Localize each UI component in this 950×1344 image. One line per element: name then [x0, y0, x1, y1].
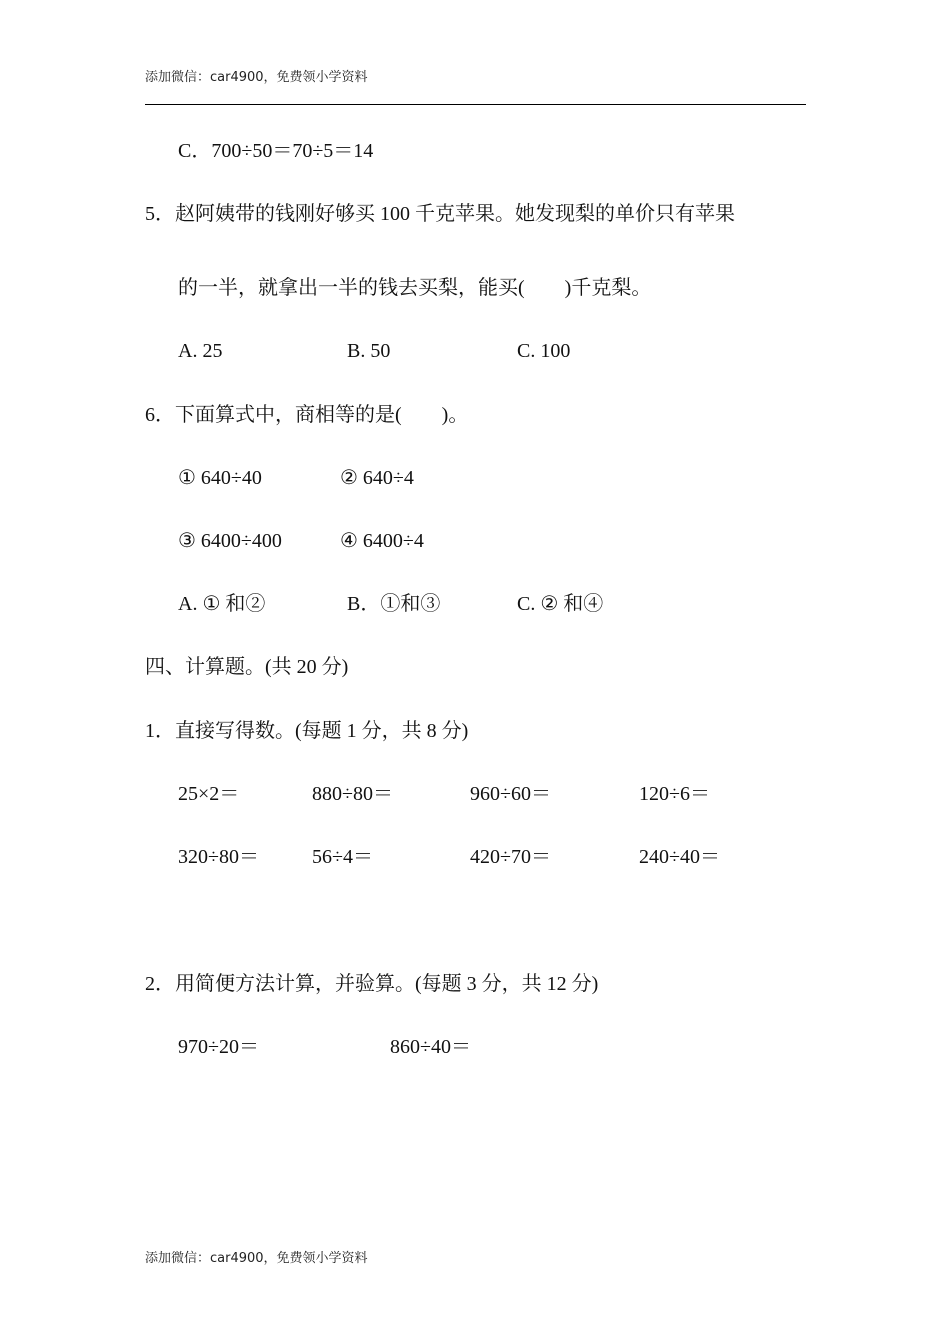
- calc-item: 320÷80＝: [178, 846, 259, 868]
- q5-stem-line2: 的一半，就拿出一半的钱去买梨，能买( )千克梨。: [178, 277, 652, 299]
- calc-item: 960÷60＝: [470, 783, 551, 805]
- calc-item: 420÷70＝: [470, 846, 551, 868]
- calc-item: 880÷80＝: [312, 783, 393, 805]
- calc-item: 120÷6＝: [639, 783, 710, 805]
- page-footer: 添加微信：car4900，免费领小学资料: [145, 1251, 368, 1266]
- q5-option-a: A. 25: [178, 340, 223, 362]
- calc-item: 860÷40＝: [390, 1036, 471, 1058]
- calc-item: 240÷40＝: [639, 846, 720, 868]
- q6-option-a: A. ① 和②: [178, 593, 266, 615]
- part2-title: 2．用简便方法计算，并验算。(每题 3 分，共 12 分): [145, 973, 599, 995]
- calc-item: 56÷4＝: [312, 846, 373, 868]
- section4-title: 四、计算题。(共 20 分): [145, 656, 349, 678]
- q6-item-3: ③ 6400÷400: [178, 530, 282, 552]
- q6-option-b: B．①和③: [347, 593, 441, 615]
- calc-item: 970÷20＝: [178, 1036, 259, 1058]
- part1-title: 1．直接写得数。(每题 1 分，共 8 分): [145, 720, 469, 742]
- q4-option-c: C．700÷50＝70÷5＝14: [178, 140, 374, 162]
- q6-stem: 6．下面算式中，商相等的是( )。: [145, 404, 469, 426]
- calc-item: 25×2＝: [178, 783, 240, 805]
- q5-option-b: B. 50: [347, 340, 391, 362]
- q5-option-c: C. 100: [517, 340, 571, 362]
- q6-item-1: ① 640÷40: [178, 467, 262, 489]
- page-header: 添加微信：car4900，免费领小学资料: [145, 70, 368, 85]
- q6-option-c: C. ② 和④: [517, 593, 604, 615]
- q5-stem-line1: 5．赵阿姨带的钱刚好够买 100 千克苹果。她发现梨的单价只有苹果: [145, 203, 735, 225]
- q6-item-2: ② 640÷4: [340, 467, 414, 489]
- header-rule: [145, 104, 806, 105]
- q6-item-4: ④ 6400÷4: [340, 530, 424, 552]
